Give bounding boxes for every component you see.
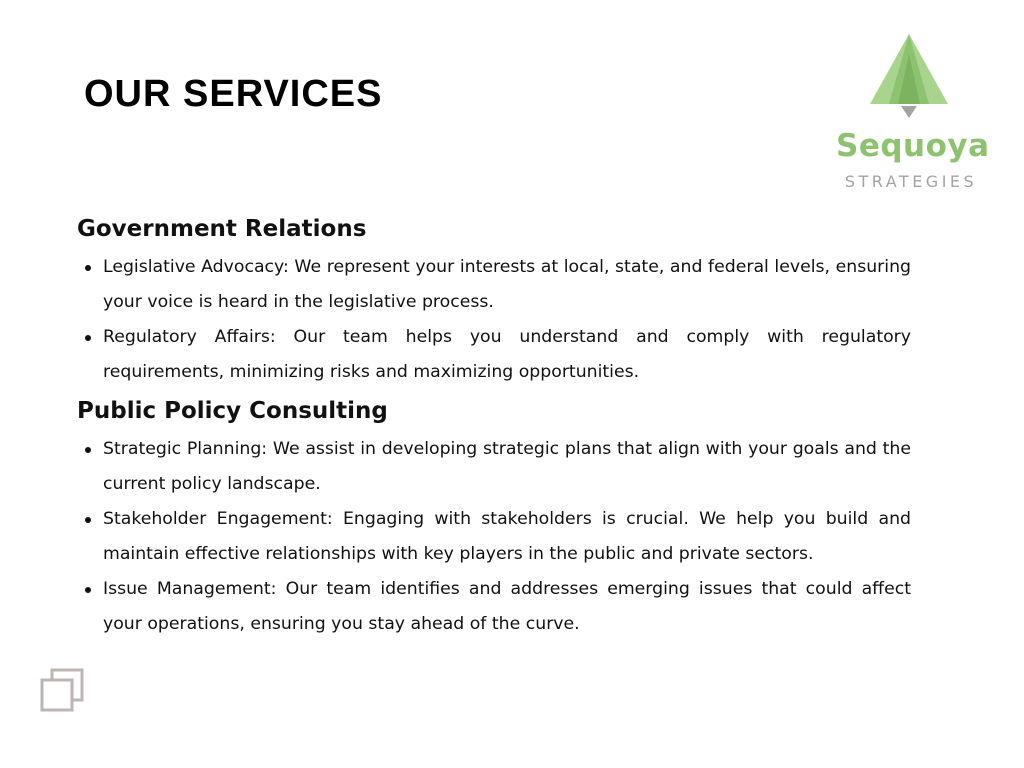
list-item: Strategic Planning: We assist in developing strategic plans that align with your goals and the current policy landscape. [77, 432, 911, 502]
list-item: Stakeholder Engagement: Engaging with stakeholders is crucial. We help you build and maintain effective relationships with key players in the public and private sectors. [77, 502, 911, 572]
bullet-list [77, 250, 911, 390]
tree-triangle-icon [868, 34, 954, 120]
section-public-policy-consulting [77, 394, 911, 642]
list-item: Legislative Advocacy: We represent your interests at local, state, and federal levels, ensuring your voice is heard in the legislative process. [77, 250, 911, 320]
bullet-list [77, 432, 911, 642]
overlapping-squares-icon [40, 668, 86, 714]
section-government-relations [77, 212, 911, 390]
list-item: Issue Management: Our team identifies and addresses emerging issues that could affect your operations, ensuring you stay ahead of the curve. [77, 572, 911, 642]
services-content [77, 212, 911, 642]
section-heading: Government Relations [77, 216, 367, 242]
logo-tagline: STRATEGIES [844, 172, 978, 191]
section-heading: Public Policy Consulting [77, 398, 388, 424]
page-title: OUR SERVICES [84, 73, 383, 115]
logo-name: Sequoya [836, 128, 990, 164]
company-logo [836, 30, 990, 195]
list-item: Regulatory Affairs: Our team helps you understand and comply with regulatory requirements, minimizing risks and maximizing opportunities. [77, 320, 911, 390]
